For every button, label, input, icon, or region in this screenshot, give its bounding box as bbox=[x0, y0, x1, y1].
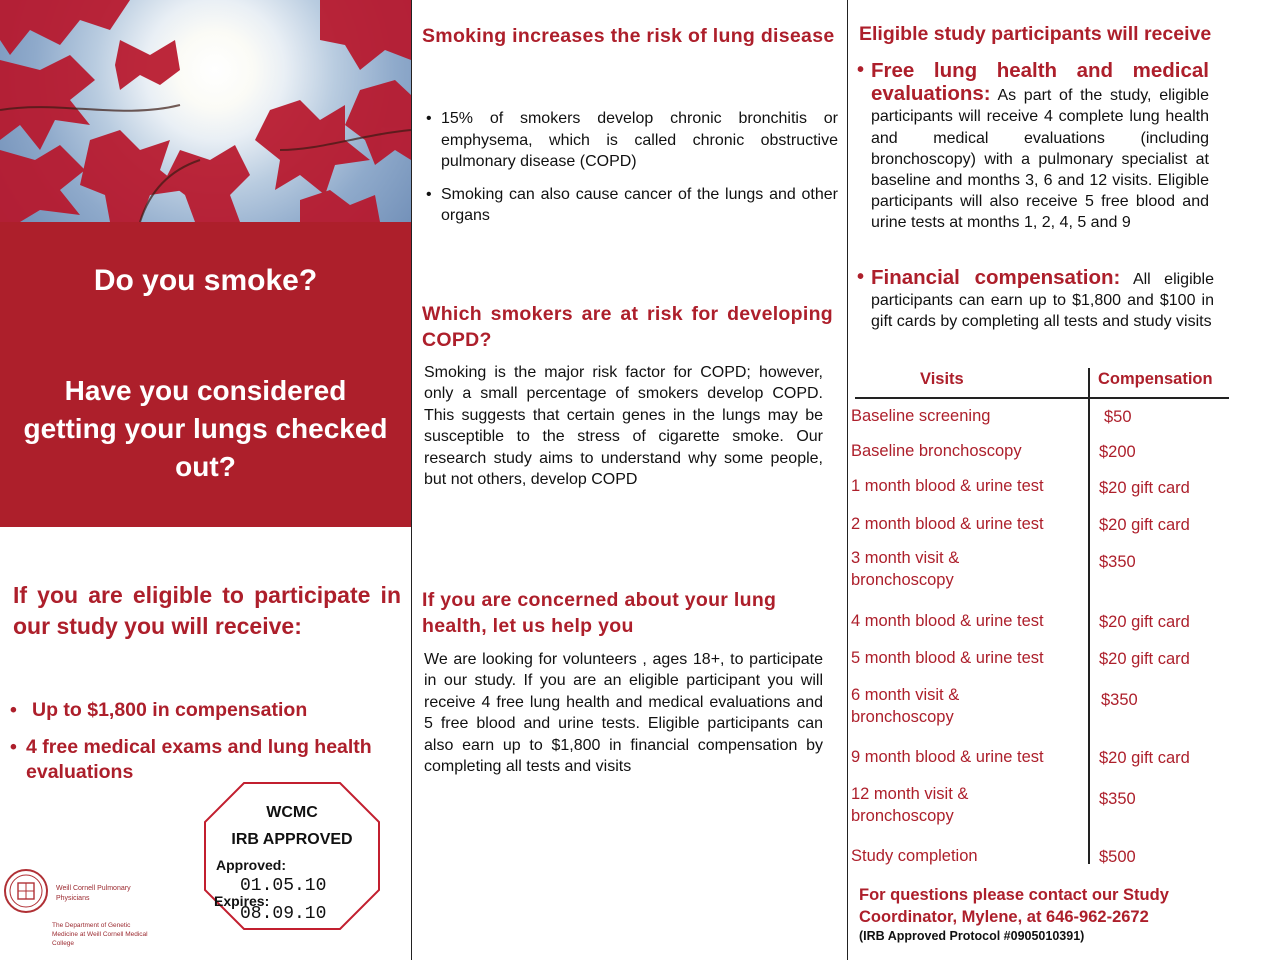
cornell-seal-logo-icon bbox=[3, 868, 49, 914]
which-smokers-text: Smoking is the major risk factor for COPD; however, only a small percentage of smokers develop COPD. This suggests that certain genes in the lungs may be susceptible to the stress of cigarette smoke. Our research study aims to understand why some people, but not others, develop COPD bbox=[424, 364, 823, 489]
benefit-item-compensation: • Up to $1,800 in compensation bbox=[10, 698, 405, 723]
red-leaves-photo bbox=[0, 0, 411, 222]
leaves-illustration bbox=[0, 0, 411, 222]
bullet-dot: • bbox=[857, 59, 865, 81]
logo-caption-physicians: Weill Cornell Pulmonary Physicians bbox=[56, 885, 131, 902]
table-row-comp: $350 bbox=[1099, 790, 1136, 808]
table-row-visit: 9 month blood & urine test bbox=[851, 748, 1044, 766]
table-row-visit: Baseline bronchoscopy bbox=[851, 442, 1022, 460]
stamp-org: WCMC bbox=[266, 804, 318, 821]
table-row-comp: $20 gift card bbox=[1099, 650, 1190, 668]
risk-heading: Smoking increases the risk of lung disease bbox=[422, 25, 835, 47]
lung-checkup-question: Have you considered getting your lungs checked out? bbox=[23, 375, 388, 482]
table-header-compensation: Compensation bbox=[1098, 370, 1213, 388]
table-row-comp: $20 gift card bbox=[1099, 479, 1190, 497]
help-heading: If you are concerned about your lung health, let us help you bbox=[422, 589, 777, 637]
financial-lead: Financial compensation: bbox=[871, 266, 1121, 289]
table-row-visit: 5 month blood & urine test bbox=[851, 649, 1044, 667]
evaluations-text: As part of the study, eligible participants will receive 4 complete lung health and medical evaluations (including bronchoscopy) with a pulmonary specialist at baseline and months 3, 6 and 12 visits. Eligible participants will also receive 5 free blood and urine tests at months 1, 2, 4, 5 and 9 bbox=[871, 87, 1210, 232]
table-row-comp: $50 bbox=[1104, 408, 1132, 426]
table-row-visit: 6 month visit & bronchoscopy bbox=[851, 686, 960, 726]
table-column-divider bbox=[1088, 368, 1090, 864]
risk-list bbox=[424, 108, 838, 238]
table-row-visit: 1 month blood & urine test bbox=[851, 477, 1044, 495]
table-row-visit: 4 month blood & urine test bbox=[851, 612, 1044, 630]
table-row-comp: $500 bbox=[1099, 848, 1136, 866]
middle-column bbox=[411, 0, 847, 960]
logo-caption-department: The Department of Genetic Medicine at Weill Cornell Medical College bbox=[52, 922, 148, 947]
table-row-visit: Study completion bbox=[851, 847, 978, 865]
table-row-visit: Baseline screening bbox=[851, 407, 991, 425]
evaluations-lead: Free lung health and medical evaluations: bbox=[871, 59, 1209, 106]
table-row-visit: 2 month blood & urine test bbox=[851, 515, 1044, 533]
table-row-comp: $20 gift card bbox=[1099, 516, 1190, 534]
table-row-comp: $350 bbox=[1101, 691, 1138, 709]
stamp-approved-label: Approved: bbox=[216, 857, 286, 873]
table-header-divider bbox=[855, 397, 1229, 399]
irb-approval-stamp bbox=[202, 780, 382, 932]
left-column bbox=[0, 0, 411, 960]
right-column bbox=[847, 0, 1265, 960]
benefit-item-exams: • 4 free medical exams and lung health evaluations bbox=[10, 735, 405, 785]
which-smokers-heading: Which smokers are at risk for developing COPD? bbox=[422, 303, 833, 351]
financial-text: All eligible participants can earn up to $1,800 and $100 in gift cards by completing all tests and study visits bbox=[871, 271, 1214, 331]
table-header-visits: Visits bbox=[920, 370, 964, 388]
benefit-evaluations bbox=[857, 60, 1209, 234]
help-text: We are looking for volunteers , ages 18+, to participate in our study. If you are an eligible participant you will receive 4 free lung health and medical evaluations and 5 free blood and urine tests. Eligible participants can also earn up to $1,800 in financial compensation by completing all tests and visits bbox=[424, 651, 823, 776]
question-panel bbox=[0, 222, 411, 527]
risk-item-cancer: • Smoking can also cause cancer of the lungs and other organs bbox=[424, 184, 838, 227]
do-you-smoke-text: Do you smoke? bbox=[93, 264, 318, 297]
participants-heading: Eligible study participants will receive bbox=[859, 23, 1212, 45]
stamp-expires-label: Expires: bbox=[214, 893, 270, 909]
table-row-visit: 12 month visit & bronchoscopy bbox=[851, 785, 969, 825]
bullet-dot: • bbox=[857, 266, 865, 288]
stamp-approved-date: 01.05.10 bbox=[240, 876, 327, 896]
contact-info: For questions please contact our Study Coordinator, Mylene, at 646-962-2672 bbox=[859, 886, 1169, 926]
table-row-comp: $20 gift card bbox=[1099, 613, 1190, 631]
eligible-heading: If you are eligible to participate in our study you will receive: bbox=[13, 582, 401, 639]
benefit-financial bbox=[857, 267, 1214, 333]
table-row-comp: $200 bbox=[1099, 443, 1136, 461]
table-row-visit: 3 month visit & bronchoscopy bbox=[851, 549, 960, 589]
risk-item-copd: • 15% of smokers develop chronic bronchitis or emphysema, which is called chronic obstructive pulmonary disease (COPD) bbox=[424, 108, 838, 173]
irb-protocol-number: (IRB Approved Protocol #0905010391) bbox=[859, 929, 1085, 943]
table-row-comp: $20 gift card bbox=[1099, 749, 1190, 767]
table-row-comp: $350 bbox=[1099, 553, 1136, 571]
stamp-expires-date: 08.09.10 bbox=[240, 904, 327, 924]
stamp-status: IRB APPROVED bbox=[231, 831, 353, 848]
